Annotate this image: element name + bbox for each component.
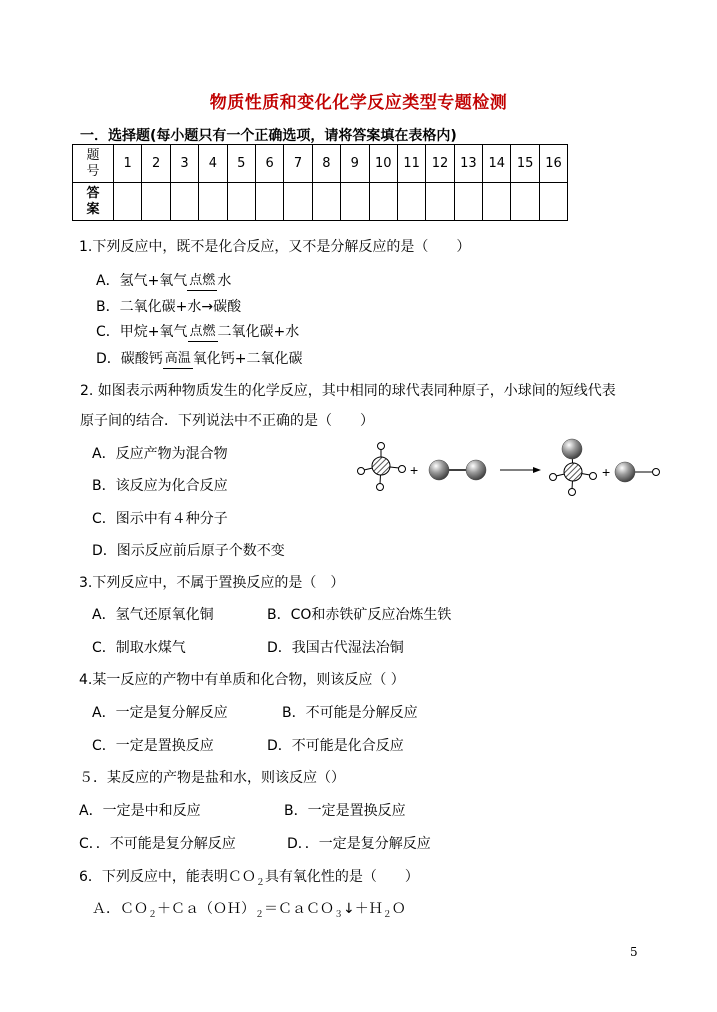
answer-cell[interactable]: [114, 183, 142, 221]
question-3-option-b: B．CO和赤铁矿反应冶炼生铁: [267, 607, 452, 623]
question-number-cell: 16: [539, 145, 567, 183]
answer-cell[interactable]: [199, 183, 227, 221]
answer-cell[interactable]: [454, 183, 482, 221]
question-number-cell: 7: [284, 145, 312, 183]
question-3-option-d: D．我国古代湿法冶铜: [267, 640, 404, 656]
table-row: [73, 145, 568, 183]
question-5-option-a: A．一定是中和反应: [79, 803, 201, 819]
question-2-option-b: B．该反应为化合反应: [92, 478, 228, 494]
question-number-cell: 12: [426, 145, 454, 183]
question-2-option-c: C．图示中有４种分子: [92, 511, 228, 527]
question-4-option-a: A．一定是复分解反应: [92, 705, 228, 721]
question-number-cell: 6: [255, 145, 283, 183]
row-head: 答 案: [73, 183, 114, 221]
question-4-stem: 4.某一反应的产物中有单质和化合物，则该反应（ ）: [79, 672, 405, 688]
answer-cell[interactable]: [511, 183, 539, 221]
answer-cell[interactable]: [483, 183, 511, 221]
question-number-cell: 9: [341, 145, 369, 183]
question-number-cell: 3: [170, 145, 198, 183]
question-number-cell: 1: [114, 145, 142, 183]
question-2-stem-line1: 2. 如图表示两种物质发生的化学反应，其中相同的球代表同种原子，小球间的短线代表: [80, 383, 616, 399]
question-6-option-a: Ａ．$CO_2+Ca(OH)_2=CaCO_3↓+H_2O$: [92, 901, 406, 920]
page-title: 物质性质和变化化学反应类型专题检测: [209, 93, 508, 113]
answer-cell[interactable]: [397, 183, 425, 221]
question-number-cell: 11: [397, 145, 425, 183]
reactant-molecule-1: [358, 443, 406, 491]
answer-cell[interactable]: [227, 183, 255, 221]
question-5-option-c: C．．不可能是复分解反应: [79, 836, 236, 852]
question-5-option-d: D．．一定是复分解反应: [287, 836, 431, 852]
question-number-cell: 5: [227, 145, 255, 183]
question-2-option-d: D．图示反应前后原子个数不变: [92, 543, 285, 559]
question-number-cell: 13: [454, 145, 482, 183]
product-molecule-1: [550, 439, 597, 496]
question-1-option-a: A．氢气+氧气 点燃 水: [96, 270, 231, 291]
question-number-cell: 15: [511, 145, 539, 183]
answer-cell[interactable]: [255, 183, 283, 221]
page-number: 5: [630, 945, 638, 959]
table-row: [73, 183, 568, 221]
question-number-cell: 2: [142, 145, 170, 183]
reactant-molecule-2: [429, 460, 486, 480]
reaction-diagram: [350, 432, 670, 498]
question-4-option-b: B．不可能是分解反应: [282, 705, 418, 721]
plus-sign: +: [602, 464, 611, 480]
answer-cell[interactable]: [170, 183, 198, 221]
answer-cell[interactable]: [284, 183, 312, 221]
answer-cell[interactable]: [426, 183, 454, 221]
question-5-stem: ５．某反应的产物是盐和水，则该反应（）: [79, 770, 345, 786]
question-4-option-c: C．一定是置换反应: [92, 738, 214, 754]
question-3-option-a: A．氢气还原氧化铜: [92, 607, 214, 623]
question-1-stem: 1.下列反应中，既不是化合反应，又不是分解反应的是（ ）: [79, 239, 471, 255]
question-3-stem: 3.下列反应中，不属于置换反应的是（ ）: [79, 575, 345, 591]
question-3-option-c: C．制取水煤气: [92, 640, 186, 656]
question-number-cell: 8: [312, 145, 340, 183]
answer-cell[interactable]: [142, 183, 170, 221]
question-2-option-a: A．反应产物为混合物: [92, 446, 228, 462]
question-4-option-d: D．不可能是化合反应: [267, 738, 404, 754]
question-1-option-d: D．碳酸钙 高温 氧化钙+二氧化碳: [96, 348, 303, 369]
question-number-cell: 10: [369, 145, 397, 183]
question-6-stem: 6．下列反应中，能表明ＣＯ$_2$具有氧化性的是（ ）: [79, 869, 419, 888]
answer-cell[interactable]: [539, 183, 567, 221]
product-molecule-2: [615, 462, 660, 482]
question-2-stem-line2: 原子间的结合．下列说法中不正确的是（ ）: [80, 413, 374, 429]
answer-table: [72, 144, 568, 221]
question-1-option-b: B．二氧化碳+水→碳酸: [96, 299, 242, 315]
answer-cell[interactable]: [312, 183, 340, 221]
question-number-cell: 14: [483, 145, 511, 183]
plus-sign: +: [410, 462, 419, 478]
question-number-cell: 4: [199, 145, 227, 183]
row-head: 题 号: [73, 145, 114, 183]
answer-cell[interactable]: [369, 183, 397, 221]
question-5-option-b: B．一定是置换反应: [284, 803, 406, 819]
reaction-arrow: [500, 467, 541, 473]
section-heading: 一．选择题(每小题只有一个正确选项，请将答案填在表格内): [80, 128, 457, 144]
question-1-option-c: C．甲烷+氧气 点燃 二氧化碳+水: [96, 321, 299, 342]
answer-cell[interactable]: [341, 183, 369, 221]
